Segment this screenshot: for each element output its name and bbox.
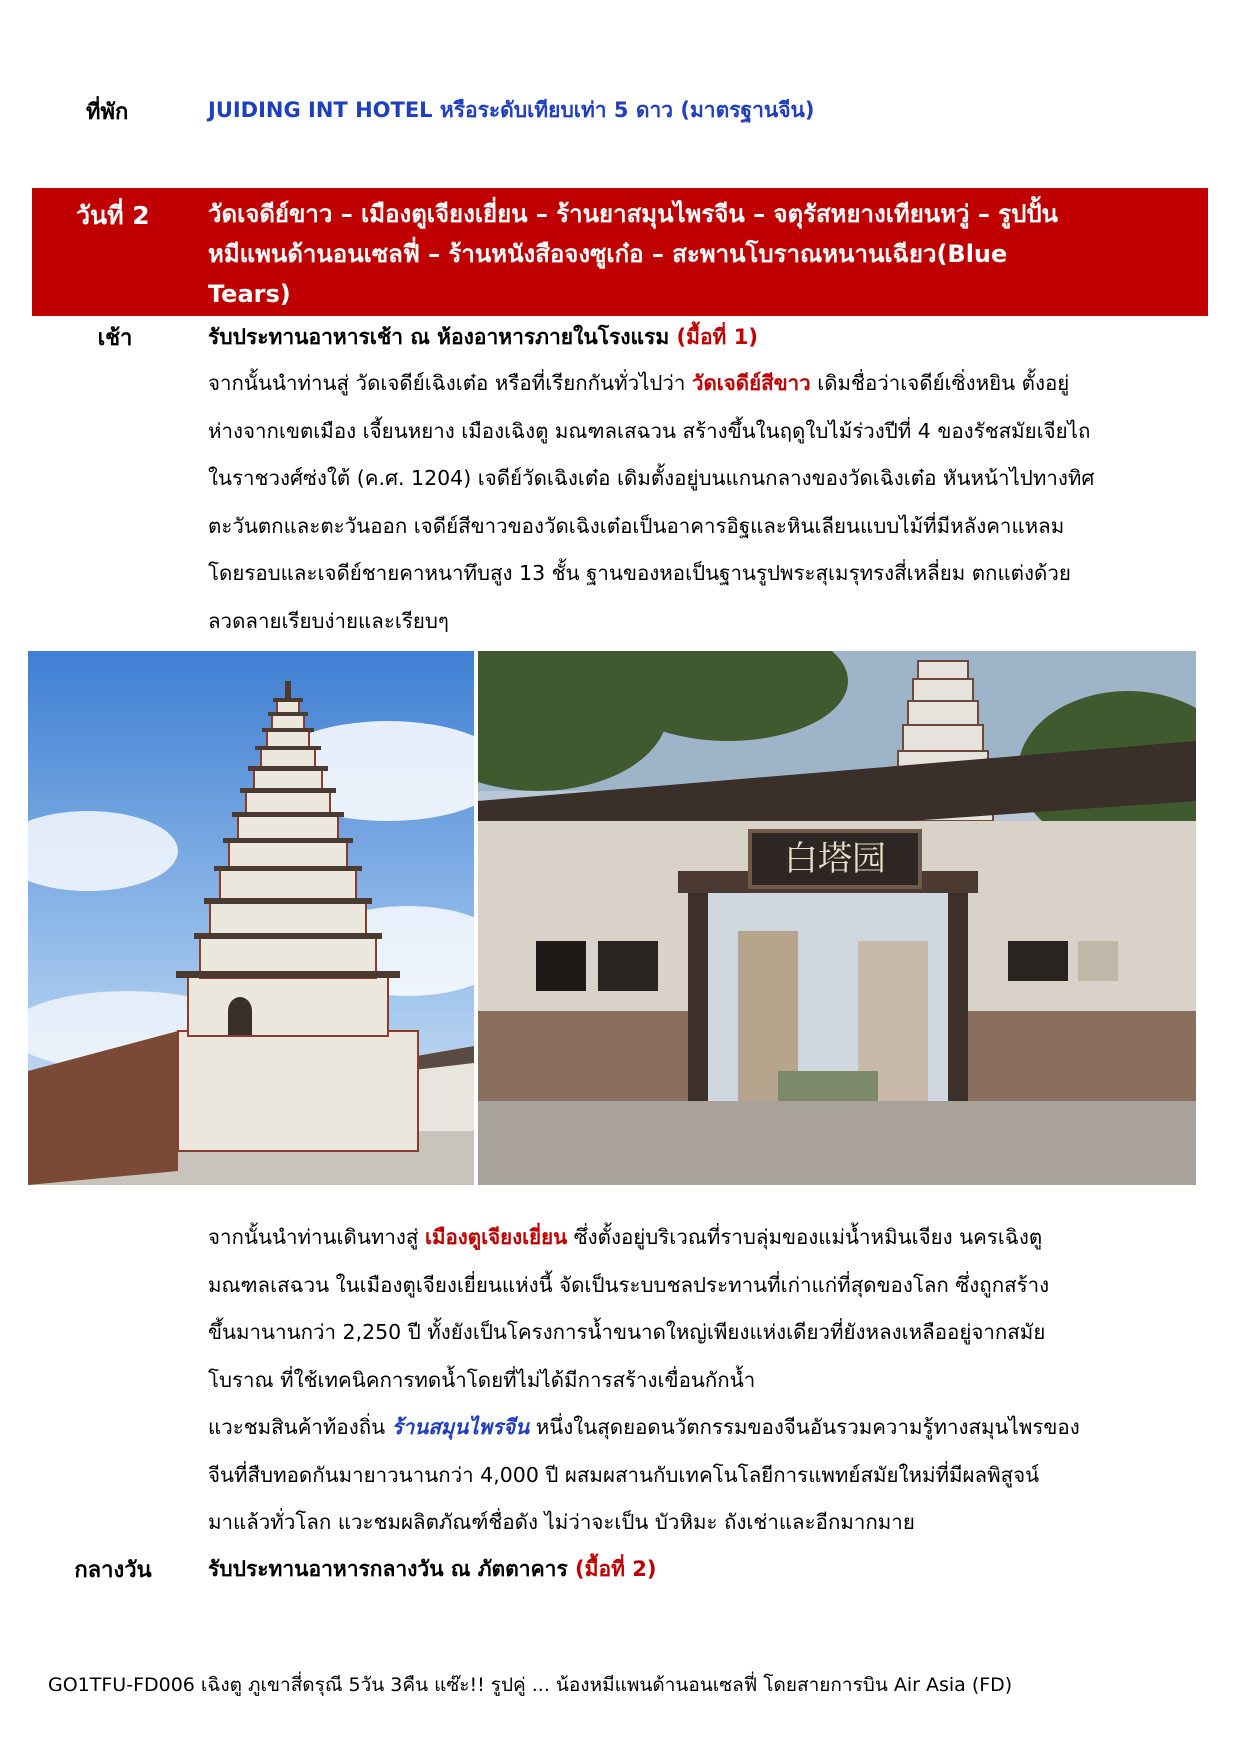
paragraph-line: ในราชวงศ์ซ่งใต้ (ค.ศ. 1204) เจดีย์วัดเฉิงเต๋อ เดิมตั้งอยู่บนแกนกลางของวัดเฉิงเต๋อ หันหน้าไปทางทิศ (208, 466, 1095, 490)
breakfast-line (208, 321, 758, 354)
paragraph-line: มณฑลเสฉวน ในเมืองตูเจียงเยี่ยนแห่งนี้ จัดเป็นระบบชลประทานที่เก่าแก่ที่สุดของโลก ซึ่งถูกสร้าง (208, 1272, 1050, 1297)
day-title-line: หมีแพนด้านอนเซลฟี่ – ร้านหนังสือจงซูเก๋อ – สะพานโบราณหนานเฉียว(Blue (208, 240, 1008, 268)
temple-gate-photo (478, 651, 1196, 1185)
paragraph-line: แวะชมสินค้าท้องถิ่น ร้านสมุนไพรจีน หนึ่งในสุดยอดนวัตกรรมของจีนอันรวมความรู้ทางสมุนไพรของ (208, 1415, 1080, 1439)
dujiangyan-paragraph (208, 1214, 1204, 1547)
paragraph-line: ตะวันตกและตะวันออก เจดีย์สีขาวของวัดเฉิงเต๋อเป็นอาคารอิฐและหินเลียนแบบไม้ที่มีหลังคาแหลม (208, 513, 1065, 538)
gate-plaque-text: 白塔园 (784, 839, 886, 879)
paragraph-line: ขึ้นมานานกว่า 2,250 ปี ทั้งยังเป็นโครงการน้ำขนาดใหญ่เพียงแห่งเดียวที่ยังหลงเหลืออยู่จากสมัย (208, 1320, 1046, 1344)
lunch-label: กลางวัน (74, 1558, 152, 1583)
white-pagoda-image (28, 651, 474, 1185)
paragraph-line: มาแล้วทั่วโลก แวะชมผลิตภัณฑ์ชื่อดัง ไม่ว่าจะเป็น บัวหิมะ ถังเช่าและอีกมากมาย (208, 1510, 915, 1534)
hotel-name: JUIDING INT HOTEL หรือระดับเทียบเท่า 5 ดาว (มาตรฐานจีน) (208, 98, 815, 122)
paragraph-line: โดยรอบและเจดีย์ชายคาหนาทึบสูง 13 ชั้น ฐานของหอเป็นฐานรูปพระสุเมรุทรงสี่เหลี่ยม ตกแต่งด้วย (208, 561, 1071, 585)
page-footer: GO1TFU-FD006 เฉิงตู ภูเขาสี่ดรุณี 5วัน 3คืน แซ๊ะ!! รูปคู่ ... น้องหมีแพนด้านอนเซลฟี่ โดยสายการบิน Air Asia (FD) (48, 1674, 1013, 1696)
day-title-line: Tears) (208, 280, 291, 308)
white-pagoda-photo (28, 651, 474, 1185)
day-title-line: วัดเจดีย์ขาว – เมืองตูเจียงเยี่ยน – ร้านยาสมุนไพรจีน – จตุรัสหยางเทียนหวู่ – รูปปั้น (208, 200, 1058, 228)
hotel-label: ที่พัก (86, 100, 129, 125)
breakfast-text: รับประทานอาหารเช้า ณ ห้องอาหารภายในโรงแรม (208, 325, 670, 349)
paragraph-line: จากนั้นนำท่านสู่ วัดเจดีย์เฉิงเต๋อ หรือที่เรียกกันทั่วไปว่า วัดเจดีย์สีขาว เดิมชื่อว่าเจดีย์เซิ่งหยิน ตั้งอยู่ (208, 371, 1070, 395)
lunch-line (208, 1553, 656, 1586)
lunch-meal-number: (มื้อที่ 2) (575, 1557, 657, 1581)
paragraph-line: ห่างจากเขตเมือง เจี้ยนหยาง เมืองเฉิงตู มณฑลเสฉวน สร้างขึ้นในฤดูใบไม้ร่วงปีที่ 4 ของรัชสมัยเจียไถ (208, 418, 1091, 443)
paragraph-line: ลวดลายเรียบง่ายและเรียบๆ (208, 608, 449, 633)
paragraph-line: จีนที่สืบทอดกันมายาวนานกว่า 4,000 ปี ผสมผสานกับเทคโนโลยีการแพทย์สมัยใหม่ที่มีผลพิสูจน์ (208, 1462, 1040, 1487)
temple-gate-image (478, 651, 1196, 1185)
paragraph-line: โบราณ ที่ใช้เทคนิคการทดน้ำโดยที่ไม่ได้มีการสร้างเขื่อนกักน้ำ (208, 1367, 756, 1392)
day-number: วันที่ 2 (76, 201, 150, 230)
breakfast-meal-number: (มื้อที่ 1) (676, 325, 758, 349)
day-header-bar (32, 188, 1208, 316)
morning-label: เช้า (97, 326, 133, 351)
dujiangyan-highlight: เมืองตูเจียงเยี่ยน (424, 1225, 568, 1249)
lunch-text: รับประทานอาหารกลางวัน ณ ภัตตาคาร (208, 1557, 568, 1581)
paragraph-line: จากนั้นนำท่านเดินทางสู่ เมืองตูเจียงเยี่ยน ซึ่งตั้งอยู่บริเวณที่ราบลุ่มของแม่น้ำหมินเจียง นครเฉิงตู (208, 1225, 1043, 1249)
white-pagoda-temple-highlight: วัดเจดีย์สีขาว (691, 371, 811, 395)
herbal-shop-highlight: ร้านสมุนไพรจีน (391, 1415, 530, 1439)
day-title (208, 194, 1198, 314)
temple-paragraph (208, 360, 1204, 645)
